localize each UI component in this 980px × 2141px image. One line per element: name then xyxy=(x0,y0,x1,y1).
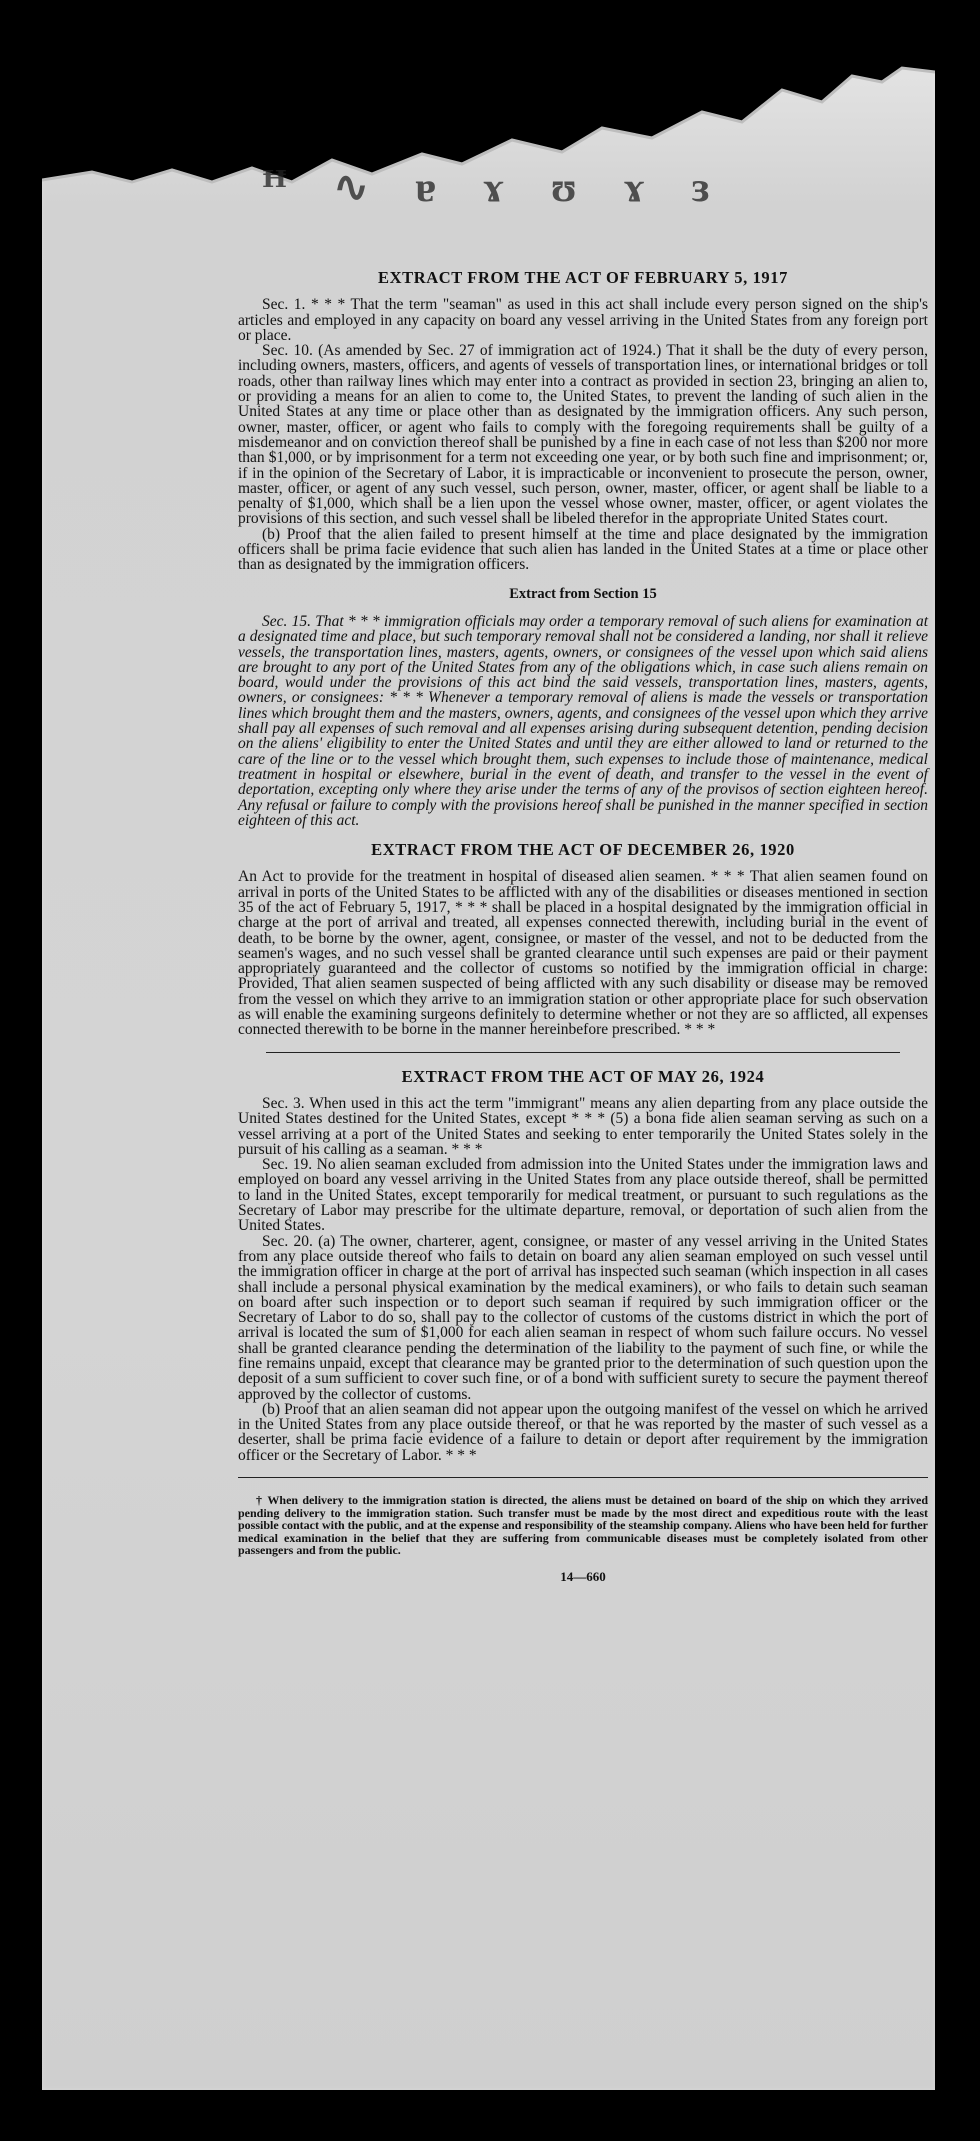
heading-dec-1920: EXTRACT FROM THE ACT OF DECEMBER 26, 1920 xyxy=(371,840,795,860)
paragraph-sec-20-b: (b) Proof that an alien seaman did not appear upon the outgoing manifest of the vessel on which he arrived in the United States from any place outside thereof, or that he was reported by the master of such vessel as a deserter, shall be prima facie evidence of a failure to detain or deport after requirement by the immigration officer or the Secretary of Labor. * * * xyxy=(238,1400,928,1464)
document-page xyxy=(42,42,935,2090)
section-15-extract xyxy=(238,587,928,828)
paragraph-sec-3: Sec. 3. When used in this act the term "immigrant" means any alien departing from any place outside the United States destined for the United States, except * * * (5) a bona fide alien seaman serving as such on a vessel arriving at a port of the United States and seeking to enter temporarily the United States solely in the pursuit of his calling as a seaman. * * * xyxy=(238,1094,928,1158)
footnote: † When delivery to the immigration station is directed, the aliens must be detained on board of the ship on which they arrived pending delivery to the immigration station. Such transfer must be made by the most direct and expeditious route with the least possible contact with the public, and at the expense and responsibility of the steamship company. Aliens who have been held for further medical examination in the belief that they are suffering from communicable diseases must be completely isolated from other passengers and from the public. xyxy=(238,1493,928,1558)
paragraph-sec-10: Sec. 10. (As amended by Sec. 27 of immigration act of 1924.) That it shall be the duty of every person, including owners, masters, officers, and agents of vessels of transportation lines, or international bridges or toll roads, other than railway lines which may enter into a contract as provided in section 23, bringing an alien to, or providing a means for an alien to come to, the United States, to prevent the landing of such alien in the United States at any time or place other than as designated by the immigration officers. Any such person, owner, master, officer, or agent who fails to comply with the foregoing requirements shall be guilty of a misdemeanor and on conviction thereof shall be punished by a fine in each case of not less than $200 nor more than $1,000, or by imprisonment for a term not exceeding one year, or by both such fine and imprisonment; or, if in the opinion of the Secretary of Labor, it is impracticable or inconvenient to prosecute the person, owner, master, officer, or agent of any such vessel, such person, owner, master, officer, or agent shall be liable to a penalty of $1,000, which shall be a lien upon the vessel whose owner, master, officer, or agent violates the provisions of this section, and such vessel shall be libeled therefor in the appropriate United States court. xyxy=(238,342,928,528)
divider xyxy=(266,1052,901,1053)
heading-feb-1917: EXTRACT FROM THE ACT OF FEBRUARY 5, 1917 xyxy=(378,268,788,287)
section-feb-1917 xyxy=(238,270,928,573)
heading-may-1924: EXTRACT FROM THE ACT OF MAY 26, 1924 xyxy=(401,1066,765,1086)
paragraph-sec-20-a: Sec. 20. (a) The owner, charterer, agent, consignee, or master of any vessel arriving in the United States from any place outside thereof who fails to detain on board any alien seaman employed on such vessel until the immigration officer in charge at the port of arrival has inspected such seaman (which inspection in all cases shall include a personal physical examination by the medical examiners), or who fails to detain such seaman on board after such inspection or to deport such seaman if required by such immigration officer or the Secretary of Labor to do so, shall pay to the collector of customs of the customs district in which the port of arrival is located the sum of $1,000 for each alien seaman in respect of whom such failure occurs. No vessel shall be granted clearance pending the determination of the liability to the payment of such fine, or while the fine remains unpaid, except that clearance may be granted prior to the determination of such question upon the deposit of a sum sufficient to cover such fine, or of a bond with sufficient surety to secure the payment thereof approved by the collector of customs. xyxy=(238,1232,928,1403)
section-dec-1920 xyxy=(238,842,928,1038)
paragraph-sec-10-b: (b) Proof that the alien failed to present himself at the time and place designated by the immigration officers shall be prima facie evidence that such alien has landed in the United States at a time or place other than as designated by the immigration officers. xyxy=(238,525,928,574)
paragraph-sec-15: Sec. 15. That * * * immigration officials may order a temporary removal of such aliens for examination at a designated time and place, but such temporary removal shall not be considered a landing, nor shall it relieve vessels, the transportation lines, masters, agents, owners, or consignees of the vessel upon which said aliens are brought to any port of the United States from any of the obligations which, in case such aliens remain on board, would under the provisions of this act bind the said vessels, transportation lines, masters, agents, owners, or consignees: * * * Whenever a temporary removal of aliens is made the vessels or transportation lines which brought them and the masters, owners, agents, and consignees of the vessel upon which they arrive shall pay all expenses of such removal and all expenses arising during subsequent detention, pending decision on the aliens' eligibility to enter the United States and until they are either allowed to land or returned to the care of the line or to the vessel which brought them, such expenses to include those of maintenance, medical treatment in hospital or elsewhere, burial in the event of death, and transfer to the vessel in the event of deportation, excepting only where they arise under the terms of any of the provisos of section eighteen hereof. Any refusal or failure to comply with the provisions hereof shall be punished in the manner specified in section eighteen of this act. xyxy=(238,612,928,829)
section-may-1924 xyxy=(238,1066,928,1464)
paragraph-act-1920: An Act to provide for the treatment in hospital of diseased alien seamen. * * * That alien seamen found on arrival in ports of the United States to be afflicted with any of the disabilities or diseases mentioned in section 35 of the act of February 5, 1917, * * * shall be placed in a hospital designated by the immigration official in charge at the port of arrival and treated, all expenses connected therewith, including burial in the event of death, to be borne by the owner, agent, consignee, or master of the vessel, and not to be deducted from the seamen's wages, and no such vessel shall be granted clearance until such expenses are paid or their payment appropriately guaranteed and the collector of customs so notified by the immigration official in charge: Provided, That alien seamen suspected of being afflicted with any such disability or disease may be removed from the vessel on which they arrive to an immigration station or other appropriate place for such observation as will enable the examining surgeons definitely to determine whether or not they are so afflicted, all expenses connected therewith to be borne in the manner hereinbefore prescribed. * * * xyxy=(238,868,928,1039)
torn-edge xyxy=(42,42,935,242)
heading-section-15: Extract from Section 15 xyxy=(509,585,657,602)
paragraph-sec-19: Sec. 19. No alien seaman excluded from admission into the United States under the immigration laws and employed on board any vessel arriving in the United States from any place outside thereof, shall be permitted to land in the United States, except temporarily for medical treatment, or pursuant to such regulations as the Secretary of Labor may prescribe for the ultimate departure, removal, or deportation of such alien from the United States. xyxy=(238,1156,928,1235)
handwritten-mark: ꟸ ∿ ɐ ɤ ʊ ɤ ɜ xyxy=(262,165,728,211)
document-body xyxy=(238,270,928,1584)
footnote-divider xyxy=(238,1477,928,1478)
paragraph-sec-1: Sec. 1. * * * That the term "seaman" as used in this act shall include every person signed on the ship's articles and employed in any capacity on board any vessel arriving in the United States from any foreign port or place. xyxy=(238,296,928,344)
form-number: 14—660 xyxy=(560,1568,606,1584)
